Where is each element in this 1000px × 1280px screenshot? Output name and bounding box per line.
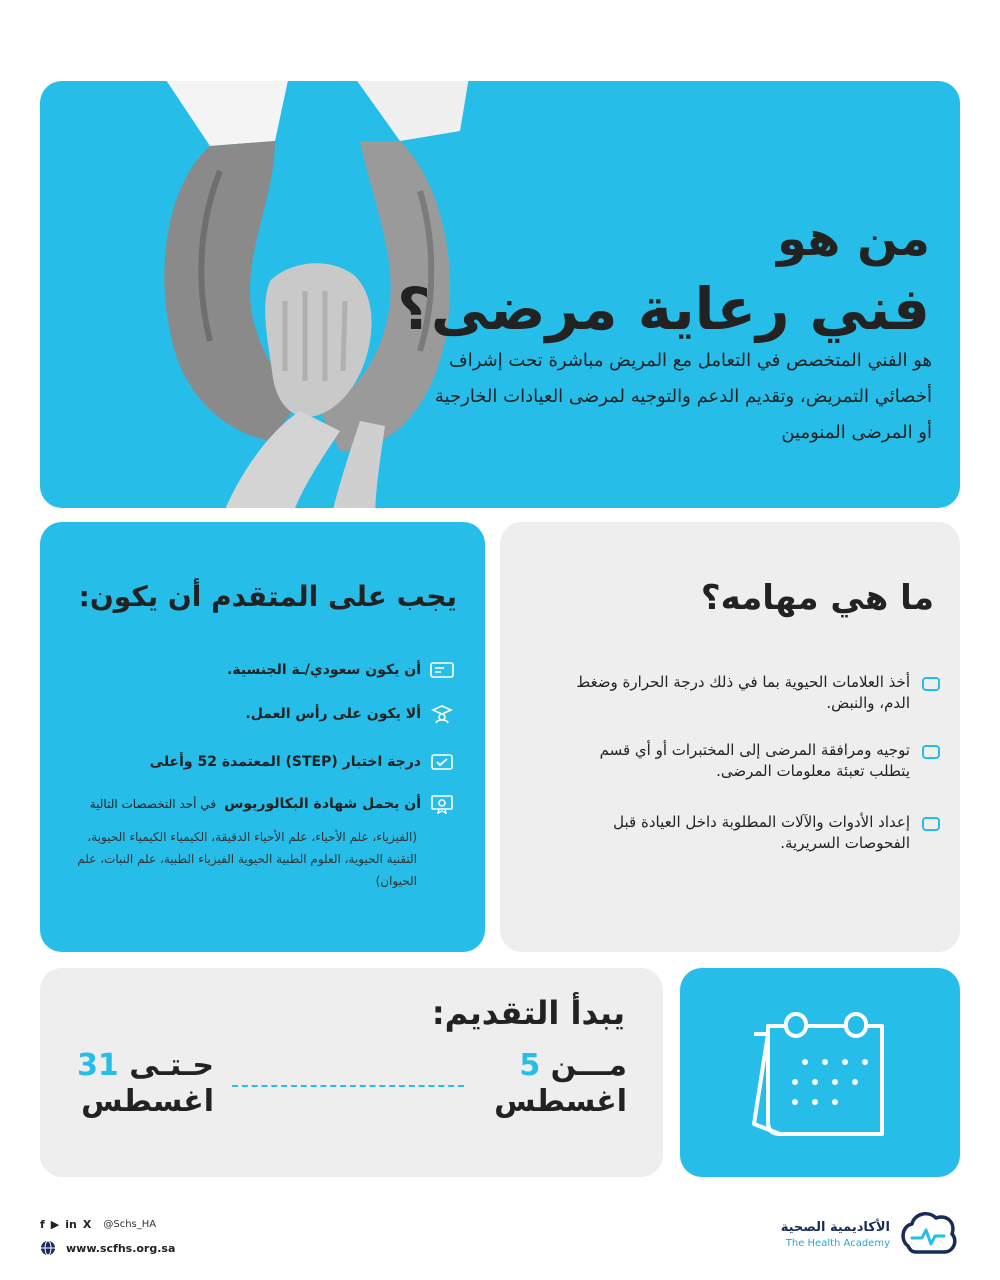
requirement-item xyxy=(245,704,455,724)
hero-title xyxy=(370,209,930,349)
calendar-card xyxy=(680,968,960,1177)
website-link[interactable]: www.scfhs.org.sa xyxy=(66,1241,176,1255)
social-links xyxy=(40,1214,260,1234)
bullet-icon xyxy=(922,745,940,759)
task-text: أخذ العلامات الحيوية بما في ذلك درجة الحرارة وضغط الدم، والنبض. xyxy=(576,673,910,712)
end-date xyxy=(64,1048,214,1120)
to-month: اغسطس xyxy=(81,1084,214,1119)
from-word: مـــن xyxy=(550,1048,627,1083)
facebook-icon[interactable]: f xyxy=(40,1217,45,1231)
task-item xyxy=(560,672,940,714)
globe-icon xyxy=(40,1240,56,1256)
requirement-text: أن يحمل شهادة البكالوريوس xyxy=(224,796,421,812)
calendar-icon xyxy=(750,1006,900,1141)
certificate-icon xyxy=(429,794,455,814)
tasks-card xyxy=(500,522,960,952)
requirement-item xyxy=(150,752,455,772)
requirements-card xyxy=(40,522,485,952)
requirements-title: يجب على المتقدم أن يكون: xyxy=(78,580,457,613)
logo-text-english: The Health Academy xyxy=(785,1238,890,1249)
task-item xyxy=(560,812,940,854)
start-date xyxy=(477,1048,627,1120)
tasks-title: ما هي مهامه؟ xyxy=(700,578,934,618)
dates-card xyxy=(40,968,663,1177)
from-day: 5 xyxy=(519,1048,541,1083)
health-academy-logo xyxy=(740,1206,960,1258)
requirement-text: أن يكون سعودي/ـة الجنسية. xyxy=(227,662,421,678)
hero-description: هو الفني المتخصص في التعامل مع المريض مباشرة تحت إشراف أخصائي التمريض، وتقديم الدعم والتوجيه لمرضى العيادات الخارجية أو المرضى المنومين xyxy=(434,350,932,443)
task-item xyxy=(560,740,940,782)
dates-title: يبدأ التقديم: xyxy=(431,994,625,1032)
requirement-subtext: في أحد التخصصات التالية xyxy=(89,797,217,811)
bullet-icon xyxy=(922,677,940,691)
graduate-icon xyxy=(429,704,455,724)
hero-card xyxy=(40,81,960,508)
requirement-item xyxy=(227,660,455,680)
task-text: إعداد الأدوات والآلات المطلوبة داخل العيادة قبل الفحوصات السريرية. xyxy=(613,813,910,852)
bullet-icon xyxy=(922,817,940,831)
to-day: 31 xyxy=(77,1048,119,1083)
specializations-note: (الفيزياء، علم الأحياء، علم الأحياء الدقيقة، الكيمياء الكيمياء الحيوية، التقنية الحيوية، العلوم الطبية الحيوية الفيزياء الطبية، علم النبات، علم الحيوان) xyxy=(77,830,417,888)
logo-text-arabic: الأكاديمية الصحية xyxy=(780,1220,890,1235)
requirement-text: ألا يكون على رأس العمل. xyxy=(245,706,421,722)
id-card-icon xyxy=(429,660,455,680)
task-text: توجيه ومرافقة المرضى إلى المختبرات أو أي قسم يتطلب تعبئة معلومات المرضى. xyxy=(599,741,910,780)
logo-icon xyxy=(898,1206,960,1258)
website-row xyxy=(40,1240,260,1256)
hero-title-line1: من هو xyxy=(777,211,930,267)
from-month: اغسطس xyxy=(494,1084,627,1119)
youtube-icon[interactable]: ▶ xyxy=(50,1217,60,1231)
requirement-text: درجة اختبار (STEP) المعتمدة 52 وأعلى xyxy=(149,754,421,770)
requirement-item xyxy=(90,794,455,814)
x-icon[interactable]: X xyxy=(82,1217,92,1231)
linkedin-icon[interactable]: in xyxy=(65,1217,77,1231)
to-word: حـتـى xyxy=(129,1048,214,1083)
test-score-icon xyxy=(429,752,455,772)
social-handle[interactable]: @Schs_HA xyxy=(103,1218,157,1230)
footer-contact xyxy=(40,1214,260,1264)
hero-title-line2: فني رعاية مرضى؟ xyxy=(397,275,930,343)
date-range-divider xyxy=(232,1085,464,1087)
